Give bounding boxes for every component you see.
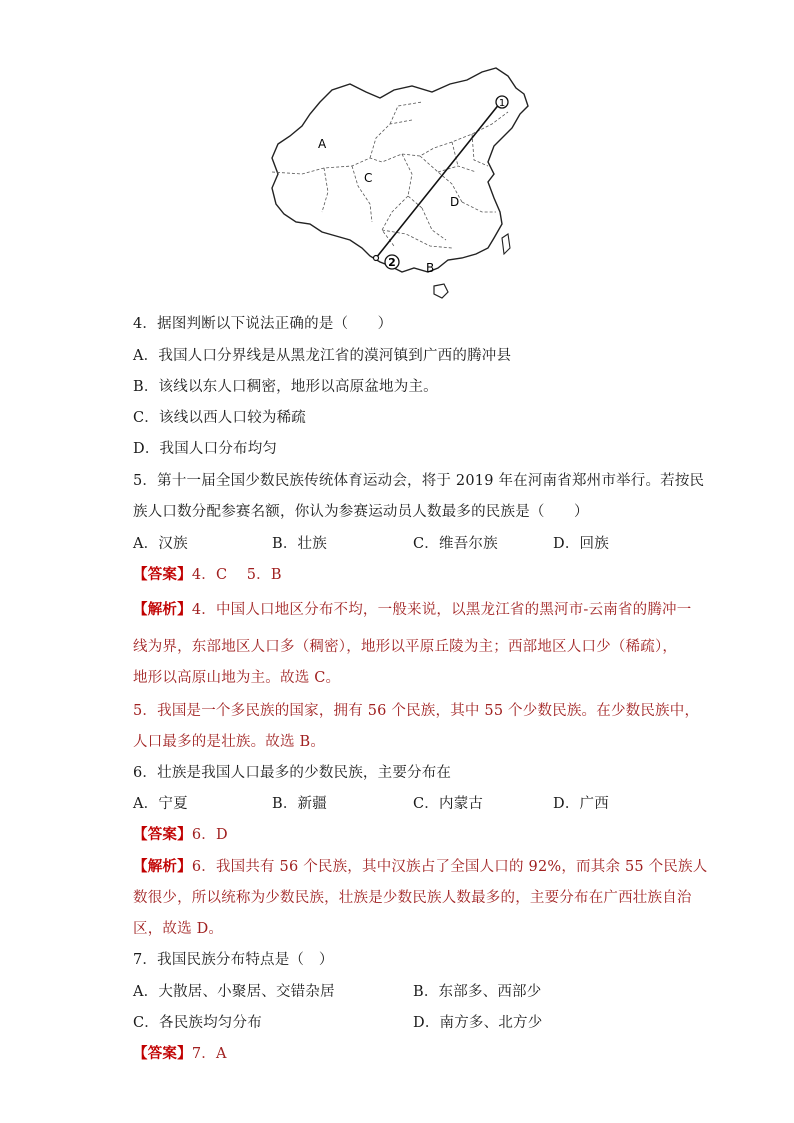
province-borders (272, 102, 508, 248)
point-1-label: 1 (498, 98, 506, 109)
hainan-island (434, 284, 448, 298)
q7-option-b: B．东部多、西部少 (413, 984, 542, 1000)
china-outline (272, 68, 528, 272)
q6-option-d: D．广西 (553, 796, 609, 812)
explanation-6-line-3: 区，故选 D。 (133, 921, 224, 937)
q4-option-c: C．该线以西人口较为稀疏 (133, 410, 306, 426)
q7-option-c: C．各民族均匀分布 (133, 1015, 262, 1031)
hu-line (376, 98, 504, 258)
explanation-4-5-line-4: 5．我国是一个多民族的国家，拥有 56 个民族，其中 55 个少数民族。在少数民族中， (133, 703, 700, 719)
china-population-map (262, 62, 534, 304)
answer-6 (133, 825, 228, 845)
q5-option-a: A．汉族 (133, 536, 188, 552)
q7-stem: 7．我国民族分布特点是（ ） (133, 952, 334, 968)
explanation-text: 4．中国人口地区分布不均，一般来说，以黑龙江省的黑河市-云南省的腾冲一 (191, 602, 692, 618)
region-d-label: D (450, 195, 460, 209)
answer-tag: 【答案】 (133, 566, 192, 583)
answer-text: 7．A (191, 1046, 227, 1062)
answer-tag: 【答案】 (133, 1045, 192, 1062)
q6-option-a: A．宁夏 (133, 796, 188, 812)
q5-option-c: C．维吾尔族 (413, 536, 498, 552)
region-a-label: A (318, 137, 327, 151)
q7-option-d: D．南方多、北方少 (413, 1015, 543, 1031)
answer-tag: 【答案】 (133, 826, 192, 843)
explanation-4-5-line-3: 地形以高原山地为主。故选 C。 (133, 670, 341, 686)
q7-option-a: A．大散居、小聚居、交错杂居 (133, 984, 335, 1000)
explanation-tag: 【解析】 (133, 601, 192, 618)
q5-option-b: B．壮族 (272, 536, 327, 552)
explanation-4-5-line-2: 线为界，东部地区人口多（稠密），地形以平原丘陵为主；西部地区人口少（稀疏）， (133, 639, 678, 655)
q5-stem-line-1: 5．第十一届全国少数民族传统体育运动会，将于 2019 年在河南省郑州市举行。若按民 (133, 473, 705, 489)
q4-option-b: B．该线以东人口稠密，地形以高原盆地为主。 (133, 379, 438, 395)
q4-stem: 4．据图判断以下说法正确的是（ ） (133, 316, 393, 332)
q4-option-a: A．我国人口分界线是从黑龙江省的漠河镇到广西的腾冲县 (133, 348, 512, 364)
explanation-6-line-2: 数很少，所以统称为少数民族，壮族是少数民族人数最多的，主要分布在广西壮族自治 (133, 890, 692, 906)
explanation-4-5-line-1 (133, 600, 691, 620)
q5-option-d: D．回族 (553, 536, 609, 552)
q6-stem: 6．壮族是我国人口最多的少数民族，主要分布在 (133, 765, 452, 781)
answer-7 (133, 1044, 227, 1064)
point-2-label: 2 (388, 256, 396, 269)
explanation-tag: 【解析】 (133, 858, 192, 875)
q4-option-d: D．我国人口分布均匀 (133, 441, 278, 457)
answer-text: 6．D (191, 827, 228, 843)
explanation-6-line-1 (133, 857, 707, 877)
region-b-label: B (426, 261, 435, 275)
explanation-4-5-line-5: 人口最多的是壮族。故选 B。 (133, 734, 326, 750)
q5-stem-line-2: 族人口数分配参赛名额，你认为参赛运动员人数最多的民族是（ ） (133, 504, 589, 520)
taiwan-island (502, 234, 510, 254)
q6-option-b: B．新疆 (272, 796, 327, 812)
answer-text: 4．C 5．B (191, 567, 282, 583)
answer-4-5 (133, 565, 282, 585)
explanation-text: 6．我国共有 56 个民族，其中汉族占了全国人口的 92%，而其余 55 个民族人 (191, 859, 708, 875)
q6-option-c: C．内蒙古 (413, 796, 484, 812)
region-c-label: C (364, 171, 373, 185)
tengchong-dot (374, 256, 379, 261)
